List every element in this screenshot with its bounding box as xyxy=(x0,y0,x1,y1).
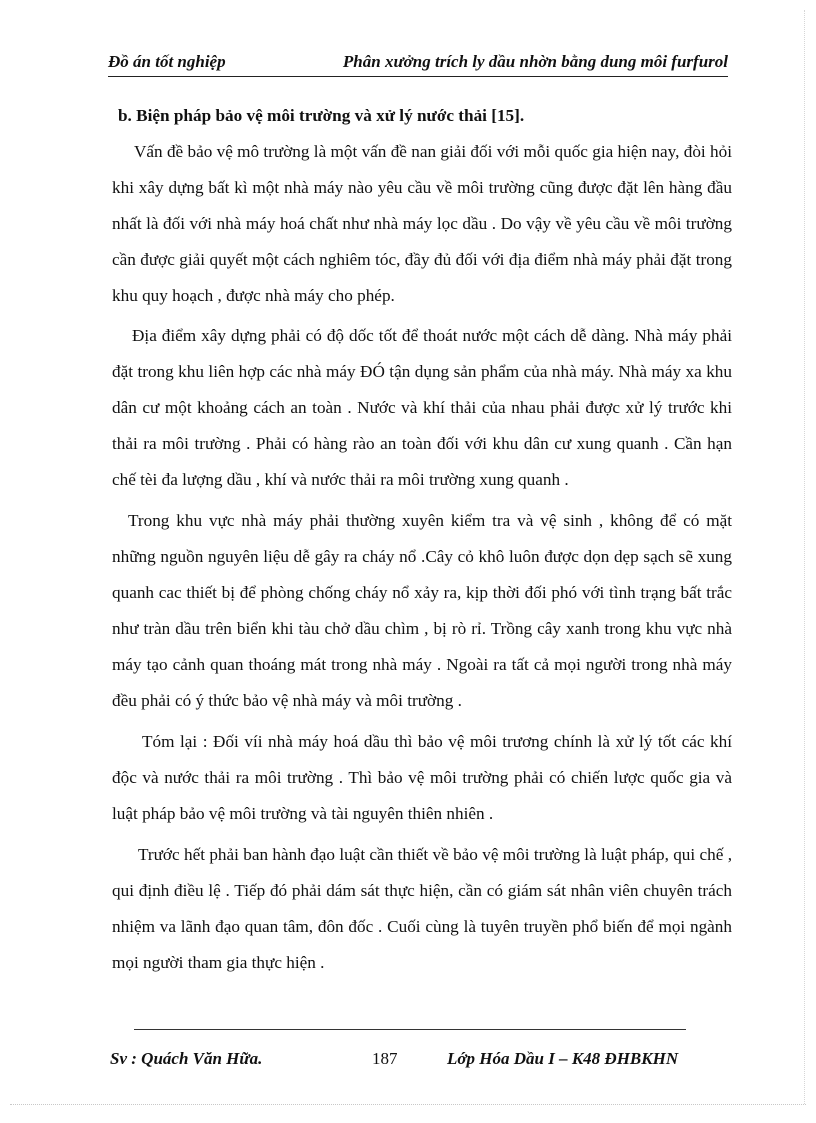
page-body xyxy=(112,98,732,981)
page-header xyxy=(108,52,728,78)
footer-class: Lớp Hóa Dầu I – K48 ĐHBKHN xyxy=(447,1049,679,1068)
header-divider xyxy=(108,76,728,77)
header-document-type: Đồ án tốt nghiệp xyxy=(108,52,226,71)
paragraph-site-location: Địa điểm xây dựng phải có độ dốc tốt để thoát nước một cách dễ dàng. Nhà máy phải đặt trong khu liên hợp các nhà máy ĐÓ tận dụng sản phẩm của nhà máy. Nhà máy xa khu dân cư một khoảng cách an toàn . Nước và khí thải của nhau phải được xử lý trước khi thải ra môi trường . Phải có hàng rào an toàn đối với khu dân cư xung quanh . Cần hạn chế tèi đa lượng dầu , khí và nước thải ra môi trường xung quanh . xyxy=(112,326,732,489)
paragraph-environment-requirements: Vấn đề bảo vệ mô trường là một vấn đề nan giải đối với mỗi quốc gia hiện nay, đòi hỏi khi xây dựng bất kì một nhà máy nào yêu cầu về môi trường cũng được đặt lên hàng đầu nhất là đối với nhà máy hoá chất như nhà máy lọc dầu . Do vậy về yêu cầu về môi trường cần được giải quyết một cách nghiêm tóc, đầy đủ đối với địa điểm nhà máy phải đặt trong khu quy hoạch , được nhà máy cho phép. xyxy=(112,142,732,305)
page-right-edge xyxy=(804,10,805,1104)
section-heading: b. Biện pháp bảo vệ môi trường và xử lý nước thải [15]. xyxy=(118,106,525,125)
page-number: 187 xyxy=(372,1049,398,1068)
footer-author: Sv : Quách Văn Hữa. xyxy=(110,1049,263,1068)
footer-divider xyxy=(134,1029,686,1030)
header-project-title: Phân xưởng trích ly dầu nhờn bằng dung môi furfurol xyxy=(342,52,728,71)
page-bottom-edge xyxy=(10,1104,806,1105)
page-footer xyxy=(110,1049,720,1073)
paragraph-plant-maintenance: Trong khu vực nhà máy phải thường xuyên kiểm tra và vệ sinh , không để có mặt những nguồn nguyên liệu dễ gây ra cháy nổ .Cây cỏ khô luôn được dọn dẹp sạch sẽ xung quanh cac thiết bị để phòng chống cháy nổ xảy ra, kịp thời đối phó với tình trạng bất trắc như tràn dầu trên biển khi tàu chở dầu chìm , bị rò rỉ. Trồng cây xanh trong khu vực nhà máy tạo cảnh quan thoáng mát trong nhà máy . Ngoài ra tất cả mọi người trong nhà máy đều phải có ý thức bảo vệ nhà máy và môi trường . xyxy=(112,511,732,710)
paragraph-legislation: Trước hết phải ban hành đạo luật cần thiết về bảo vệ môi trường là luật pháp, qui chế , qui định điều lệ . Tiếp đó phải dám sát thực hiện, cần có giám sát nhân viên chuyên trách nhiệm va lãnh đạo quan tâm, đôn đốc . Cuối cùng là tuyên truyền phổ biến để mọi ngành mọi người tham gia thực hiện . xyxy=(112,845,732,972)
paragraph-summary: Tóm lại : Đối víi nhà máy hoá dầu thì bảo vệ môi trương chính là xử lý tốt các khí độc và nước thải ra môi trường . Thì bảo vệ môi trường phải có chiến lược quốc gia và luật pháp bảo vệ môi trường và tài nguyên thiên nhiên . xyxy=(112,732,732,823)
